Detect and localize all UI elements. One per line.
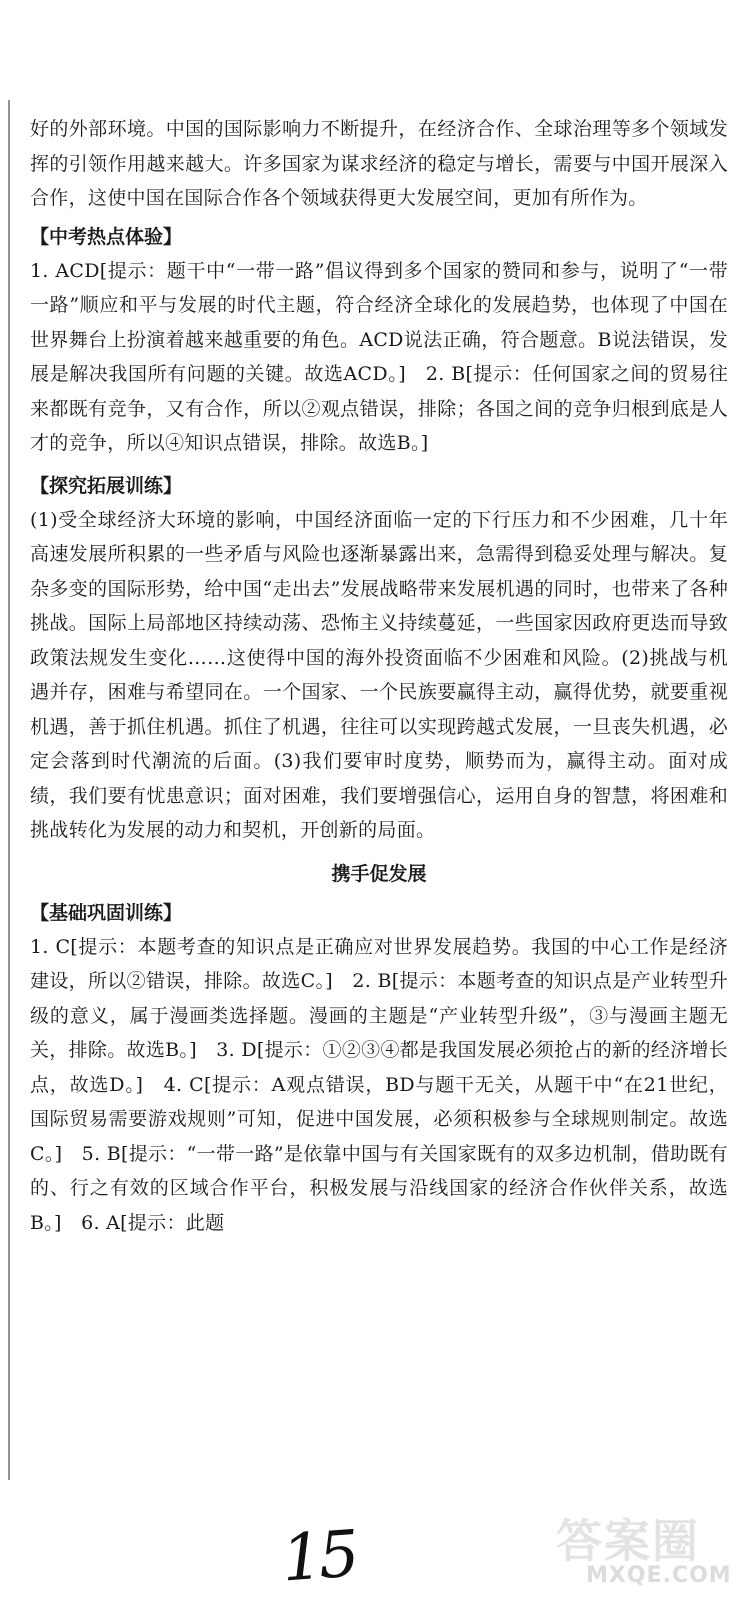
section-text-hot-topics: 1. ACD[提示：题干中“一带一路”倡议得到多个国家的赞同和参与，说明了“一带一路”顺应和平与发展的时代主题，符合经济全球化的发展趋势，也体现了中国在世界舞台上扮演着越来越重要的角色。ACD说法正确，符合题意。B说法错误，发展是解决我国所有问题的关键。故选ACD。] 2. B[提示：任何国家之间的贸易往来都既有竞争，又有合作，所以②观点错误，排除；各国之间的竞争归根到底是人才的竞争，所以④知识点错误，排除。故选B。] (30, 259, 728, 454)
section-heading-explore: 【探究拓展训练】 (30, 474, 183, 497)
section-heading-basic: 【基础巩固训练】 (30, 901, 183, 924)
page-content (30, 112, 728, 1240)
handwritten-page-number: 15 (279, 1517, 358, 1597)
intro-paragraph: 好的外部环境。中国的国际影响力不断提升，在经济合作、全球治理等多个领域发挥的引领作用越来越大。许多国家为谋求经济的稳定与增长，需要与中国开展深入合作，这使中国在国际合作各个领域获得更大发展空间，更加有所作为。 (30, 118, 728, 209)
watermark-logo (556, 1505, 736, 1595)
binding-margin-line (8, 100, 10, 1480)
section-text-explore: (1)受全球经济大环境的影响，中国经济面临一定的下行压力和不少困难，几十年高速发展所积累的一些矛盾与风险也逐渐暴露出来，急需得到稳妥处理与解决。复杂多变的国际形势，给中国“走出去”发展战略带来发展机遇的同时，也带来了各种挑战。国际上局部地区持续动荡、恐怖主义持续蔓延，一些国家因政府更迭而导致政策法规发生变化……这使得中国的海外投资面临不少困难和风险。(2)挑战与机遇并存，困难与希望同在。一个国家、一个民族要赢得主动，赢得优势，就要重视机遇，善于抓住机遇。抓住了机遇，往往可以实现跨越式发展，一旦丧失机遇，必定会落到时代潮流的后面。(3)我们要审时度势，顺势而为，赢得主动。面对成绩，我们要有忧患意识；面对困难，我们要增强信心，运用自身的智慧，将困难和挑战转化为发展的动力和契机，开创新的局面。 (30, 508, 728, 841)
section-heading-hot-topics: 【中考热点体验】 (30, 225, 183, 248)
watermark-seal-text: 答案圈 (556, 1514, 700, 1568)
watermark-site-text: MXQE.COM (586, 1563, 732, 1588)
section-text-basic: 1. C[提示：本题考查的知识点是正确应对世界发展趋势。我国的中心工作是经济建设，所以②错误，排除。故选C。] 2. B[提示：本题考查的知识点是产业转型升级的意义，属于漫画类选择题。漫画的主题是“产业转型升级”，③与漫画主题无关，排除。故选B。] 3. D[提示：①②③④都是我国发展必须抢占的新的经济增长点，故选D。] 4. C[提示：A观点错误，BD与题干无关，从题干中“在21世纪，国际贸易需要游戏规则”可知，促进中国发展，必须积极参与全球规则制定。故选C。] 5. B[提示：“一带一路”是依靠中国与有关国家既有的双多边机制，借助既有的、行之有效的区域合作平台，积极发展与沿线国家的经济合作伙伴关系，故选B。] 6. A[提示：此题 (30, 935, 728, 1234)
lesson-title: 携手促发展 (331, 862, 427, 885)
